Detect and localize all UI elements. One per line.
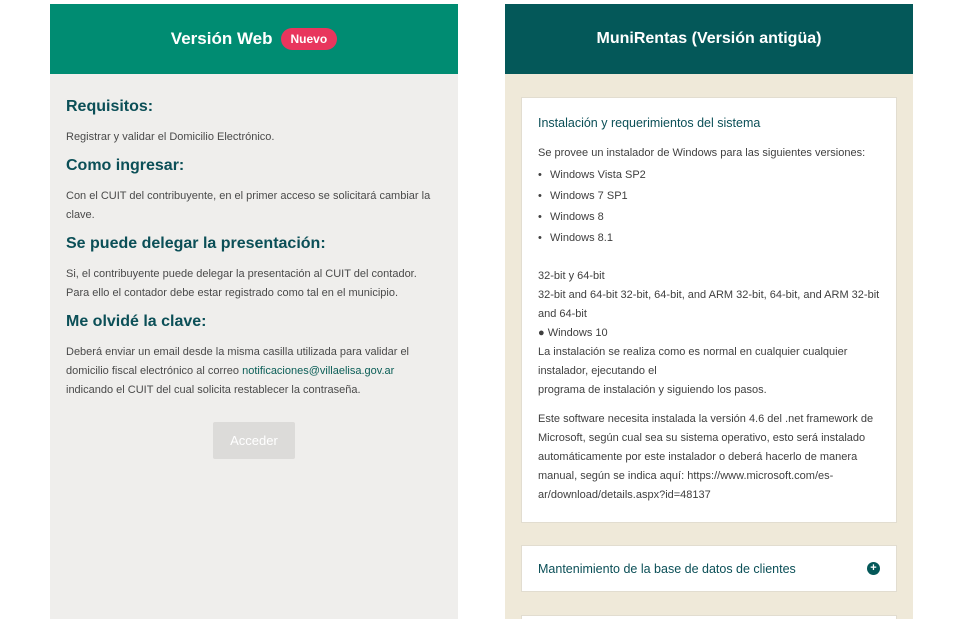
forgot-password-text — [66, 343, 442, 400]
database-maintenance-card[interactable] — [521, 545, 897, 592]
email-link[interactable]: notificaciones@villaelisa.gov.ar — [242, 365, 395, 377]
list-item: • Windows 7 SP1 — [550, 186, 880, 207]
forgot-text-after: indicando el CUIT del cual solicita restablecer la contraseña. — [66, 384, 361, 396]
web-version-title: Versión Web — [170, 29, 273, 48]
forgot-password-heading: Me olvidé la clave: — [66, 313, 207, 330]
list-item: • Windows 8.1 — [550, 228, 880, 249]
web-version-body — [50, 74, 458, 459]
web-version-header — [50, 4, 458, 74]
install-steps-text: programa de instalación y siguiendo los pasos. — [538, 384, 767, 396]
list-item: • Windows 8 — [550, 207, 880, 228]
delegate-heading: Se puede delegar la presentación: — [66, 235, 326, 252]
database-maintenance-title: Mantenimiento de la base de datos de clientes — [538, 561, 796, 576]
requirements-heading: Requisitos: — [66, 98, 154, 115]
legacy-version-title: MuniRentas (Versión antigüa) — [596, 30, 822, 47]
requirements-text: Registrar y validar el Domicilio Electrónico. — [66, 131, 275, 143]
legacy-version-header — [505, 4, 913, 74]
plus-icon[interactable]: + — [867, 562, 880, 575]
bits-text: 32-bit y 64-bit — [538, 270, 605, 282]
web-version-panel — [50, 4, 458, 619]
how-to-enter-heading: Como ingresar: — [66, 157, 185, 174]
access-button[interactable]: Acceder — [213, 422, 295, 459]
installation-card — [521, 97, 897, 523]
framework-text: Este software necesita instalada la versión 4.6 del .net framework de Microsoft, según cual sea su sistema operativo, esto será instalado automáticamente por este instalador o deberá hacerlo de manera manual, según se indica aquí: https://www.microsoft.com/es-ar/download/details.aspx?id=48137 — [538, 413, 874, 501]
bits-detail-text: 32-bit and 64-bit 32-bit, 64-bit, and ARM 32-bit, 64-bit, and ARM 32-bit and 64-bit — [538, 289, 880, 320]
forgot-text-before: Deberá enviar un email desde la misma casilla utilizada para validar el domicilio fiscal electrónico al correo — [66, 346, 410, 377]
install-text: La instalación se realiza como es normal en cualquier cualquier instalador, ejecutando el — [538, 346, 848, 377]
installer-intro: Se provee un instalador de Windows para las siguientes versiones: — [538, 147, 866, 159]
installation-card-title[interactable]: Instalación y requerimientos del sistema — [538, 116, 761, 130]
new-badge: Nuevo — [281, 28, 338, 50]
windows-10-item: ● Windows 10 — [538, 327, 608, 339]
list-item: • Windows Vista SP2 — [550, 165, 880, 186]
delegate-text: Si, el contribuyente puede delegar la presentación al CUIT del contador. Para ello el contador debe estar registrado como tal en el municipio. — [66, 268, 417, 299]
next-card — [521, 615, 897, 619]
windows-version-list — [550, 165, 880, 249]
how-to-enter-text: Con el CUIT del contribuyente, en el primer acceso se solicitará cambiar la clave. — [66, 190, 431, 221]
legacy-version-panel — [505, 4, 913, 619]
